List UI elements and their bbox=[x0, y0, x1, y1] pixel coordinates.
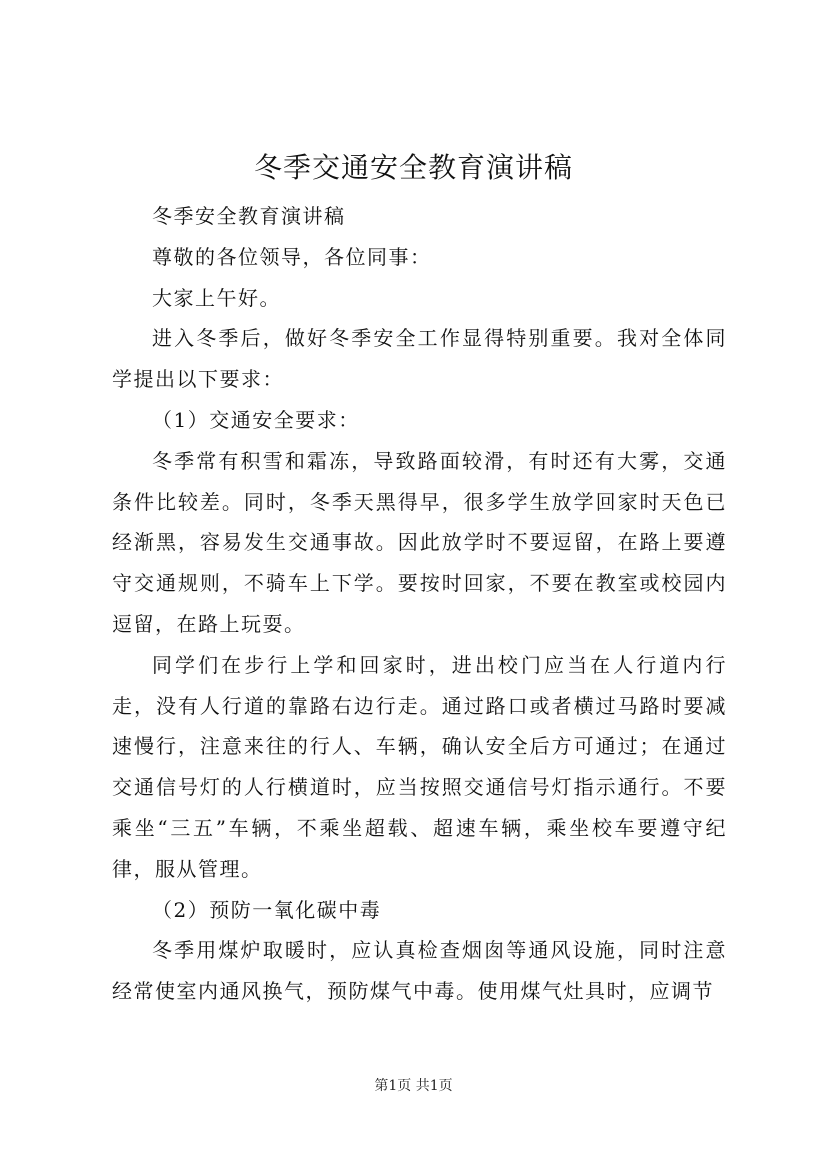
paragraph-intro: 进入冬季后，做好冬季安全工作显得特别重要。我对全体同学提出以下要求： bbox=[112, 326, 727, 392]
page-title: 冬季交通安全教育演讲稿 bbox=[253, 151, 573, 184]
section-heading-traffic: （1）交通安全要求： bbox=[152, 407, 360, 432]
document-body bbox=[112, 196, 727, 1012]
paragraph-greeting: 大家上午好。 bbox=[152, 285, 281, 310]
paragraph-salutation: 尊敬的各位领导，各位同事： bbox=[152, 244, 432, 269]
paragraph-heating-safety: 冬季用煤炉取暖时，应认真检查烟囱等通风设施，同时注意经常使室内通风换气，预防煤气中毒。使用煤气灶具时，应调节 bbox=[112, 938, 727, 1004]
section-heading-co-poisoning: （2）预防一氧化碳中毒 bbox=[152, 897, 382, 922]
paragraph-traffic-conditions: 冬季常有积雪和霜冻，导致路面较滑，有时还有大雾，交通条件比较差。同时，冬季天黑得早，很多学生放学回家时天色已经渐黑，容易发生交通事故。因此放学时不要逗留，在路上要遵守交通规则，不骑车上下学。要按时回家，不要在教室或校园内逗留，在路上玩耍。 bbox=[112, 448, 727, 636]
paragraph-subtitle: 冬季安全教育演讲稿 bbox=[152, 204, 346, 228]
page-number-footer: 第1页 共1页 bbox=[374, 1078, 453, 1094]
paragraph-walking-rules: 同学们在步行上学和回家时，进出校门应当在人行道内行走，没有人行道的靠路右边行走。通过路口或者横过马路时要减速慢行，注意来往的行人、车辆，确认安全后方可通过；在通过交通信号灯的人行横道时，应当按照交通信号灯指示通行。不要乘坐“三五”车辆，不乘坐超载、超速车辆，乘坐校车要遵守纪律，服从管理。 bbox=[112, 652, 727, 881]
